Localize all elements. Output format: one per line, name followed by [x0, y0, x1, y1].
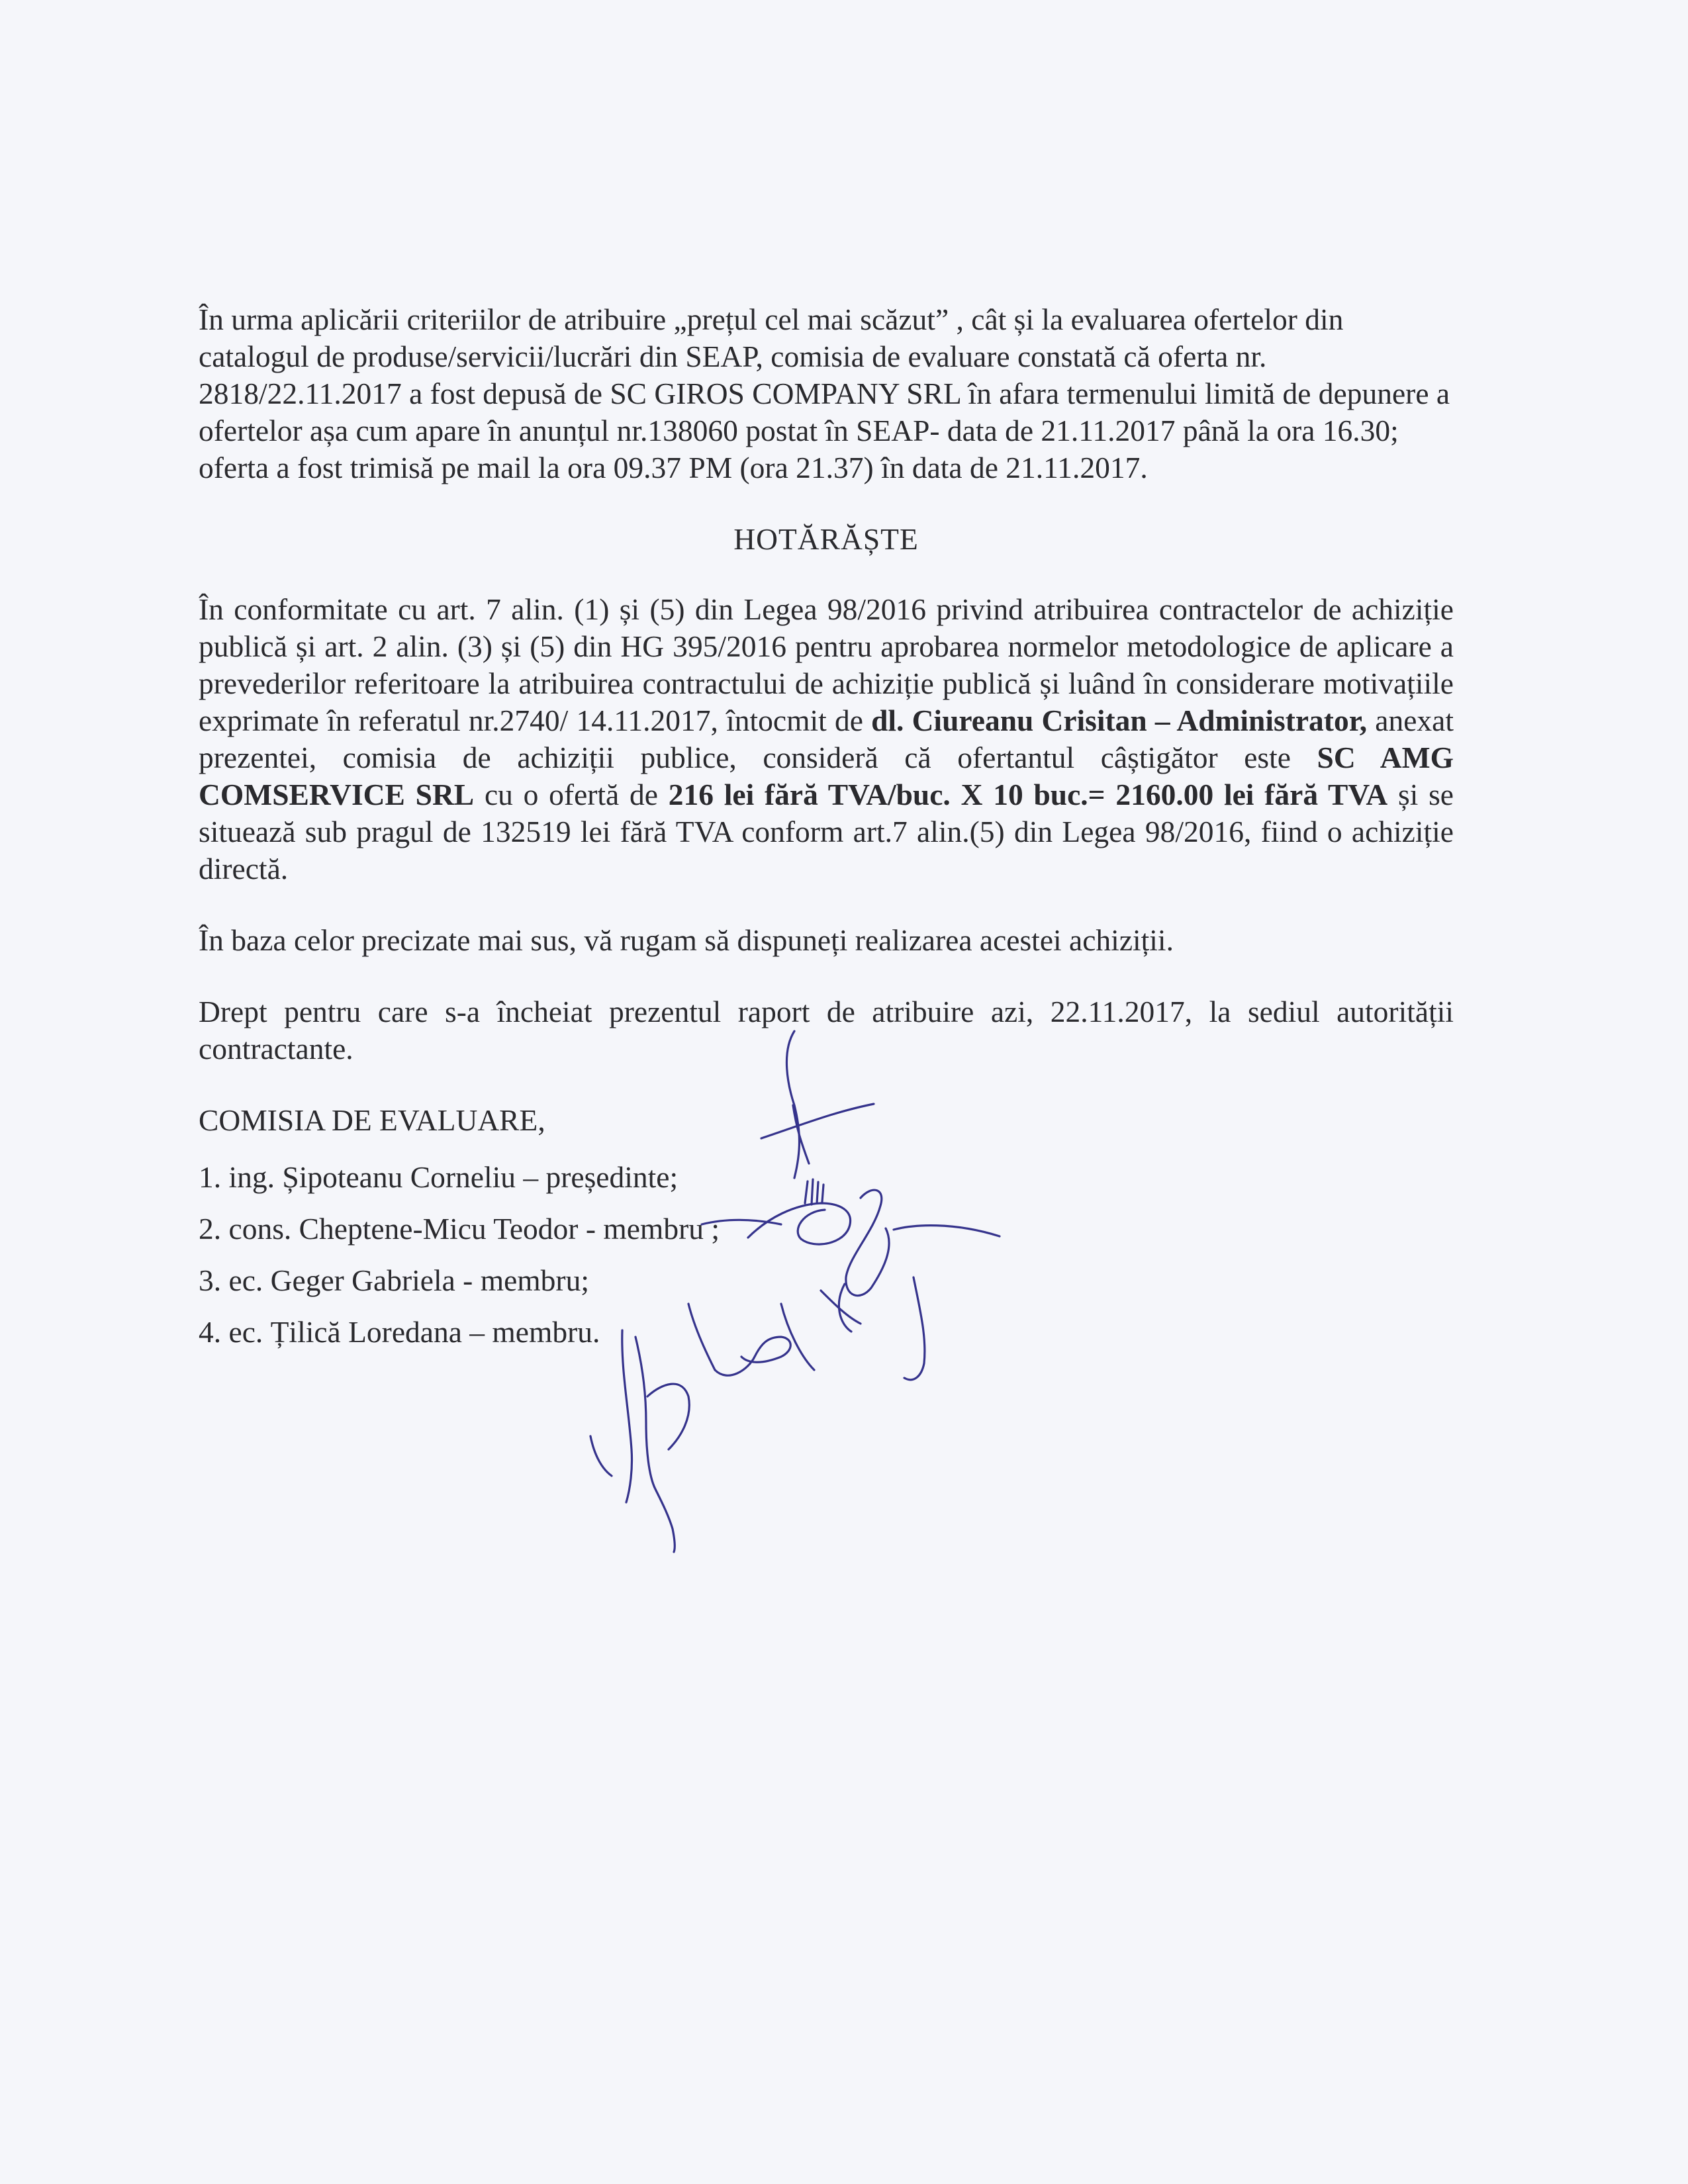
closing-paragraph: Drept pentru care s-a încheiat prezentul raport de atribuire azi, 22.11.2017, la sediul autorității contractante.	[199, 995, 1454, 1066]
decision-text-2: anexat prezentei, comisia de achiziții publice, consideră că ofertantul câștigător este	[199, 704, 1454, 774]
member-item: 1. ing. Șipoteanu Corneliu – președinte;	[199, 1160, 679, 1194]
signature-scribble	[583, 1026, 1033, 1555]
decision-text-4: și se situează sub pragul de 132519 lei fără TVA conform art.7 alin.(5) din Legea 98/2016, fiind o achiziție directă.	[199, 778, 1454, 886]
decision-text-1: În conformitate cu art. 7 alin. (1) și (5) din Legea 98/2016 privind atribuirea contractelor de achiziție publică și art. 2 alin. (3) și (5) din HG 395/2016 pentru aprobarea normelor metodologice de aplicare a prevederilor referitoare la atribuirea contractului de achiziție publică și luând în considerare motivațiile exprimate în referatul nr.2740/ 14.11.2017, întocmit de	[199, 592, 1454, 737]
member-item: 3. ec. Geger Gabriela - membru;	[199, 1263, 589, 1297]
member-item: 4. ec. Țilică Loredana – membru.	[199, 1315, 600, 1349]
decision-paragraph	[199, 591, 1454, 887]
member-item: 2. cons. Cheptene-Micu Teodor - membru ;	[199, 1212, 720, 1246]
intro-paragraph: În urma aplicării criteriilor de atribuire „prețul cel mai scăzut” , cât și la evaluarea ofertelor din catalogul de produse/servicii/lucrări din SEAP, comisia de evaluare constată că oferta nr. 2818/22.11.2017 a fost depusă de SC GIROS COMPANY SRL în afara termenului limită de depunere a ofertelor așa cum apare în anunțul nr.138060 postat în SEAP- data de 21.11.2017 până la ora 16.30; oferta a fost trimisă pe mail la ora 09.37 PM (ora 21.37) în data de 21.11.2017.	[199, 302, 1450, 484]
offer-amount: 216 lei fără TVA/buc. X 10 buc.= 2160.00 lei fără TVA	[668, 778, 1388, 811]
decision-text-3: cu o ofertă de	[474, 778, 669, 811]
commission-title: COMISIA DE EVALUARE,	[199, 1103, 545, 1137]
decision-heading: HOTĂRĂȘTE	[733, 522, 919, 556]
request-paragraph: În baza celor precizate mai sus, vă rugam să dispuneți realizarea acestei achiziții.	[199, 923, 1174, 957]
signature-icon	[583, 1026, 1033, 1555]
author-name: dl. Ciureanu Crisitan – Administrator,	[871, 704, 1368, 737]
winner-name: SC AMG COMSERVICE SRL	[199, 741, 1454, 811]
